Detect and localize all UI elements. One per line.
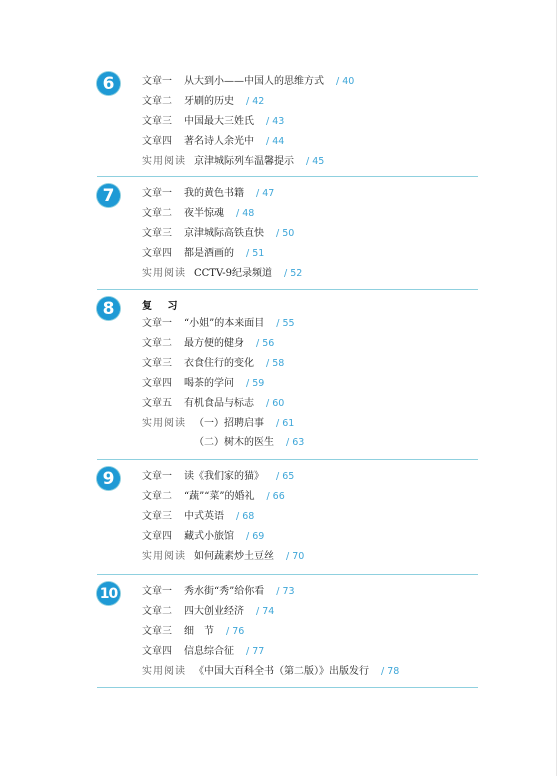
unit-divider xyxy=(97,176,478,177)
entry-label: 文章一 xyxy=(142,471,172,482)
entry-title: 我的黄色书籍 xyxy=(184,188,244,199)
entry-page: / 42 xyxy=(246,96,265,107)
entry-title: 有机食品与标志 xyxy=(184,398,254,409)
toc-entry[interactable] xyxy=(142,114,284,130)
entry-label: 文章三 xyxy=(142,511,172,522)
unit-number-badge: 9 xyxy=(97,467,120,490)
entry-page: / 63 xyxy=(286,437,305,448)
entry-label: 文章一 xyxy=(142,76,172,87)
unit-number-badge: 6 xyxy=(97,72,120,95)
toc-entry[interactable] xyxy=(142,134,284,150)
toc-entry-practical[interactable] xyxy=(142,154,324,170)
entry-page: / 74 xyxy=(256,606,275,617)
entry-page: / 68 xyxy=(236,511,255,522)
entry-title: 如何蔬素炒土豆丝 xyxy=(194,551,274,562)
unit-8 xyxy=(97,297,478,460)
entry-label: 文章二 xyxy=(142,491,172,502)
toc-entry[interactable] xyxy=(142,206,254,222)
entry-label: 文章五 xyxy=(142,398,172,409)
entry-page: / 65 xyxy=(276,471,295,482)
toc-entry[interactable] xyxy=(142,74,354,90)
entry-page: / 44 xyxy=(266,136,285,147)
toc-entry[interactable] xyxy=(142,376,264,392)
entry-label: 文章一 xyxy=(142,318,172,329)
unit-6 xyxy=(97,72,478,177)
entry-title: 秀水街“秀”给你看 xyxy=(184,586,265,597)
entry-label: 文章一 xyxy=(142,188,172,199)
entry-title: 最方便的健身 xyxy=(184,338,244,349)
entry-title: CCTV-9纪录频道 xyxy=(194,268,273,279)
toc-entry-practical[interactable] xyxy=(142,416,294,432)
entry-title: 牙刷的历史 xyxy=(184,96,234,107)
entry-title: 中式英语 xyxy=(184,511,224,522)
entry-label: 实用阅读 xyxy=(142,666,186,677)
entry-page: / 47 xyxy=(256,188,275,199)
entry-label: 文章四 xyxy=(142,531,172,542)
entry-title: 喝茶的学问 xyxy=(184,378,234,389)
entry-page: / 48 xyxy=(236,208,255,219)
entry-title: “蔬”“菜”的婚礼 xyxy=(184,491,255,502)
toc-entry[interactable] xyxy=(142,644,264,660)
toc-entry[interactable] xyxy=(142,94,264,110)
entry-title: 京津城际列车温馨提示 xyxy=(194,156,294,167)
entry-title: 中国最大三姓氏 xyxy=(184,116,254,127)
entry-label: 文章三 xyxy=(142,358,172,369)
entry-page: / 76 xyxy=(226,626,245,637)
entry-title: 藏式小旅馆 xyxy=(184,531,234,542)
entry-label: 实用阅读 xyxy=(142,268,186,279)
entry-title: （二）树木的医生 xyxy=(194,437,274,448)
entry-label: 文章二 xyxy=(142,208,172,219)
unit-9 xyxy=(97,467,478,575)
entry-page: / 61 xyxy=(276,418,295,429)
entry-page: / 78 xyxy=(381,666,400,677)
entry-label: 文章二 xyxy=(142,606,172,617)
entry-page: / 59 xyxy=(246,378,265,389)
toc-entry[interactable] xyxy=(142,489,285,505)
toc-entry-practical[interactable] xyxy=(142,664,399,680)
entry-label: 文章四 xyxy=(142,248,172,259)
entry-title: 信息综合征 xyxy=(184,646,234,657)
entry-title: 夜半惊魂 xyxy=(184,208,224,219)
entry-label: 文章三 xyxy=(142,116,172,127)
toc-entry[interactable] xyxy=(142,469,294,485)
entry-page: / 52 xyxy=(284,268,303,279)
unit-divider xyxy=(97,459,478,460)
entry-label: 文章二 xyxy=(142,96,172,107)
entry-page: / 40 xyxy=(336,76,355,87)
entry-page: / 51 xyxy=(246,248,265,259)
entry-label: 实用阅读 xyxy=(142,551,186,562)
unit-divider xyxy=(97,687,478,688)
unit-number-badge: 8 xyxy=(97,297,120,320)
entry-title: 衣食住行的变化 xyxy=(184,358,254,369)
entry-page: / 55 xyxy=(276,318,295,329)
unit-7 xyxy=(97,184,478,290)
toc-entry[interactable] xyxy=(142,336,274,352)
entry-label: 文章三 xyxy=(142,228,172,239)
entry-title: 细 节 xyxy=(184,626,214,637)
entry-label: 实用阅读 xyxy=(142,418,186,429)
entry-title: 都是酒画的 xyxy=(184,248,234,259)
toc-entry[interactable] xyxy=(142,226,294,242)
unit-divider xyxy=(97,289,478,290)
toc-entry[interactable] xyxy=(142,624,244,640)
toc-entry[interactable] xyxy=(142,316,295,332)
entry-label: 文章四 xyxy=(142,378,172,389)
entry-page: / 66 xyxy=(266,491,285,502)
toc-entry[interactable] xyxy=(142,529,264,545)
toc-entry[interactable] xyxy=(142,356,284,372)
toc-entry[interactable] xyxy=(142,246,264,262)
toc-entry-practical[interactable] xyxy=(142,435,304,451)
entry-label: 文章三 xyxy=(142,626,172,637)
unit-number-badge: 7 xyxy=(97,184,120,207)
unit-divider xyxy=(97,574,478,575)
entry-label: 文章二 xyxy=(142,338,172,349)
entry-title: “小姐”的本来面目 xyxy=(184,318,265,329)
toc-entry[interactable] xyxy=(142,396,284,412)
entry-title: 四大创业经济 xyxy=(184,606,244,617)
entry-page: / 73 xyxy=(276,586,295,597)
entry-page: / 58 xyxy=(266,358,285,369)
entry-title: 著名诗人余光中 xyxy=(184,136,254,147)
toc-entry[interactable] xyxy=(142,509,254,525)
entry-page: / 45 xyxy=(306,156,325,167)
unit-10 xyxy=(97,582,478,688)
entry-title: （一）招聘启事 xyxy=(194,418,264,429)
entry-page: / 70 xyxy=(286,551,305,562)
entry-page: / 77 xyxy=(246,646,265,657)
entry-page: / 50 xyxy=(276,228,295,239)
toc-entry[interactable] xyxy=(142,584,295,600)
entry-title: 读《我们家的猫》 xyxy=(184,471,264,482)
entry-title: 《中国大百科全书（第二版）》出版发行 xyxy=(194,666,369,677)
review-heading[interactable]: 复 习 xyxy=(142,301,184,312)
entry-label: 实用阅读 xyxy=(142,156,186,167)
entry-page: / 60 xyxy=(266,398,285,409)
unit-number-badge: 10 xyxy=(97,582,120,605)
entry-page: / 56 xyxy=(256,338,275,349)
entry-title: 从大到小——中国人的思维方式 xyxy=(184,76,324,87)
entry-label: 文章一 xyxy=(142,586,172,597)
entry-label: 文章四 xyxy=(142,646,172,657)
toc-entry[interactable] xyxy=(142,604,274,620)
toc-entry[interactable] xyxy=(142,186,274,202)
entry-title: 京津城际高铁直快 xyxy=(184,228,264,239)
entry-page: / 69 xyxy=(246,531,265,542)
entry-page: / 43 xyxy=(266,116,285,127)
toc-entry-practical[interactable] xyxy=(142,266,302,282)
entry-label: 文章四 xyxy=(142,136,172,147)
toc-entry-practical[interactable] xyxy=(142,549,304,565)
